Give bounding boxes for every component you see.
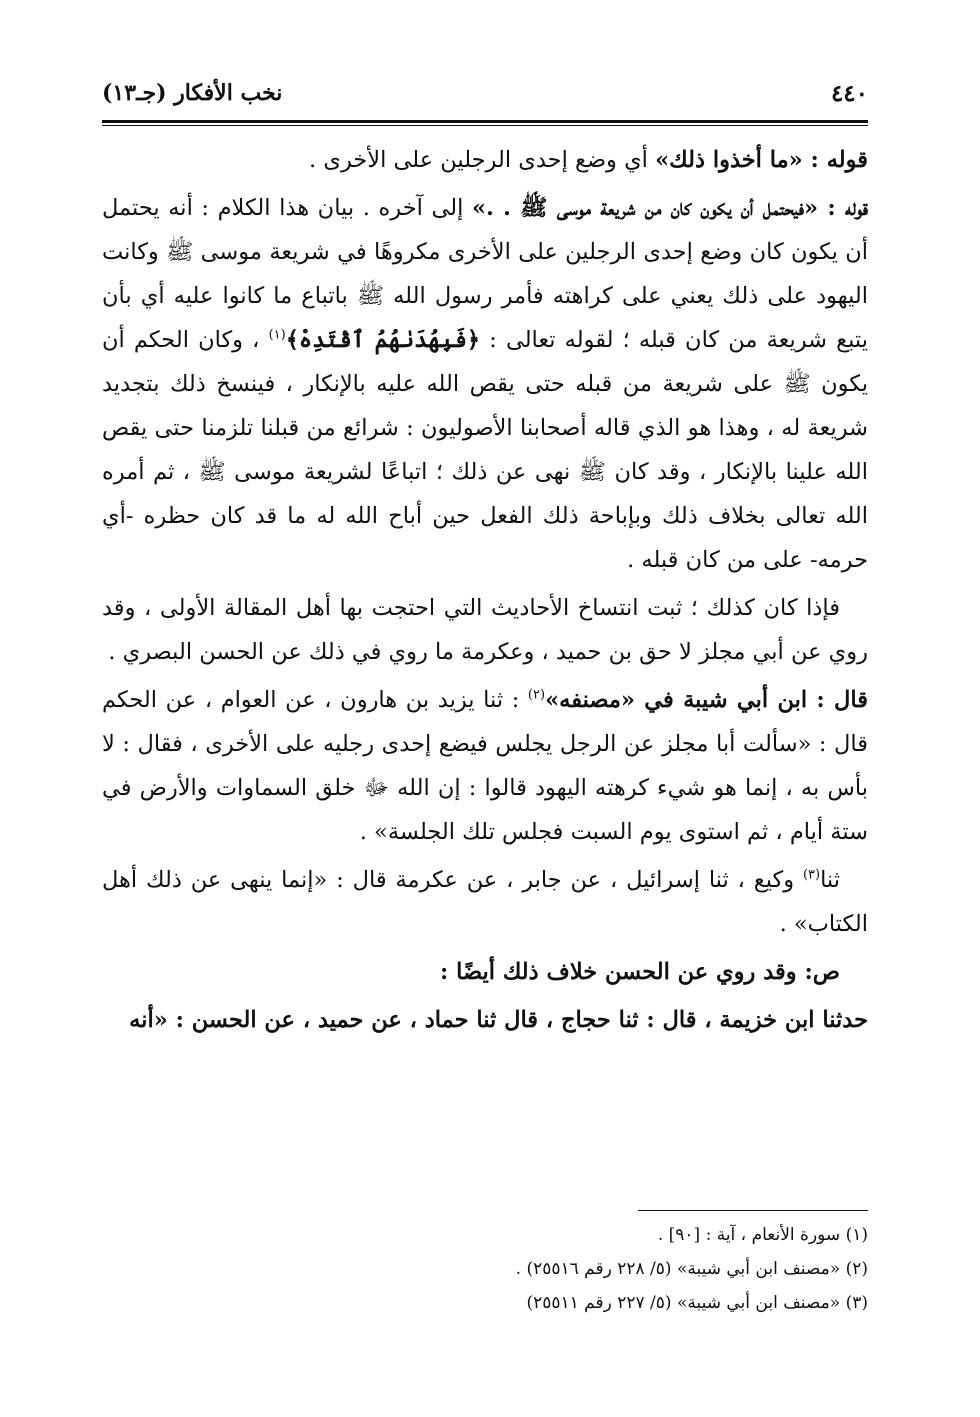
- header-rule: [102, 120, 868, 126]
- quote-label: قوله : «فيحتمل أن يكون كان من شريعة موسى ﷺ . .»: [471, 195, 869, 221]
- paragraph: [102, 138, 868, 182]
- footnote: (٣) «مصنف ابن أبي شيبة» (٥/ ٢٢٧ رقم ٢٥٥١١): [526, 1293, 868, 1313]
- paragraph-text: إلى آخره . بيان هذا الكلام : أنه يحتمل أن يكون كان وضع إحدى الرجلين على الأخرى مكروهًا في شريعة موسى ﷺ وكانت اليهود على ذلك يعني على كراهته فأمر رسول الله ﷺ باتباع ما كانوا عليه أي بأن يتبع شريعة من كان قبله ؛ لقوله تعالى :: [102, 195, 868, 353]
- footnote: (١) سورة الأنعام ، آية : [٩٠] .: [657, 1225, 868, 1245]
- paragraph-text: : ثنا يزيد بن هارون ، عن العوام ، عن الحكم قال : «سألت أبا مجلز عن الرجل يجلس فيضع إحدى رجليه على الأخرى ، فقال : لا بأس به ، إنما هو شيء كرهته اليهود قالوا : إن الله ﷻ خلق السماوات والأرض في ستة أيام ، ثم استوى يوم السبت فجلس تلك الجلسة» .: [102, 687, 868, 845]
- footnote-ref: (٣): [802, 867, 821, 883]
- footnote-ref: (١): [268, 327, 286, 343]
- paragraph-text: فإذا كان كذلك ؛ ثبت انتساخ الأحاديث التي احتجت بها أهل المقالة الأولى ، وقد روي عن أبي مجلز لا حق بن حميد ، وعكرمة ما روي في ذلك عن الحسن البصري .: [102, 595, 868, 665]
- paragraph-text: وكيع ، ثنا إسرائيل ، عن جابر ، عن عكرمة قال : «إنما ينهى عن ذلك أهل الكتاب» .: [102, 867, 868, 937]
- footnote-ref: (٢): [527, 687, 546, 703]
- footnotes: [168, 1218, 868, 1320]
- quran-verse: ﴿فَبِهُدَىٰهُمُ ٱقْتَدِهْ﴾: [285, 327, 481, 353]
- paragraph: [102, 186, 868, 582]
- paragraph: [102, 586, 868, 674]
- paragraph: [102, 858, 868, 946]
- paragraph-text: ، وكان الحكم أن يكون ﷺ على شريعة من قبله حتى يقص الله عليه بالإنكار ، فينسخ ذلك بتجديد شريعة له ، وهذا هو الذي قاله أصحابنا الأصوليون : شرائع من قبلنا تلزمنا حتى يقص الله علينا بالإنكار ، وقد كان ﷺ نهى عن ذلك ؛ اتباعًا لشريعة موسى ﷺ ، ثم أمره الله تعالى بخلاف ذلك وبإباحة ذلك الفعل حين أباح الله له ما قد كان حظره -أي حرمه- على من كان قبله .: [102, 327, 868, 573]
- book-title: نخب الأفكار (جـ١٣): [102, 80, 283, 106]
- footnote-rule: [638, 1210, 868, 1211]
- main-text: [102, 138, 868, 1046]
- quote-label: قوله : «ما أخذوا ذلك»: [655, 147, 868, 173]
- paragraph-text: أي وضع إحدى الرجلين على الأخرى .: [309, 147, 656, 173]
- section-label: ص: وقد روي عن الحسن خلاف ذلك أيضًا :: [439, 959, 840, 985]
- paragraph: [102, 998, 868, 1042]
- page-number: ٤٤٠: [830, 80, 868, 107]
- paragraph: [102, 678, 868, 854]
- quote-label: قال : ابن أبي شيبة في «مصنفه»: [545, 687, 869, 713]
- paragraph: [102, 950, 868, 994]
- footnote: (٢) «مصنف ابن أبي شيبة» (٥/ ٢٢٨ رقم ٢٥٥١٦) .: [515, 1259, 868, 1279]
- isnad-text: حدثنا ابن خزيمة ، قال : ثنا حجاج ، قال ثنا حماد ، عن حميد ، عن الحسن : «أنه: [129, 1007, 868, 1033]
- paragraph-text: ثنا: [820, 867, 840, 893]
- running-header: [102, 80, 868, 114]
